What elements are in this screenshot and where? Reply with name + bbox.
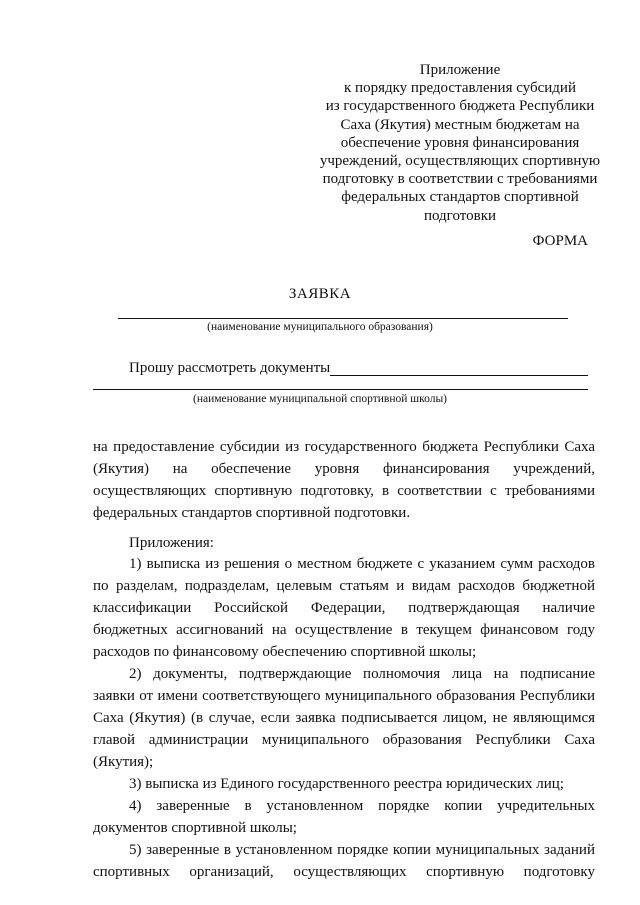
appendix-line: федеральных стандартов спортивной [341, 189, 579, 206]
item-line: документов спортивной школы; [93, 820, 297, 836]
document-title: ЗАЯВКА [288, 286, 352, 302]
appendix-line: из государственного бюджета Республики [325, 98, 595, 115]
intro-line: (Якутия) на обеспечение уровня финансирования учреждений, [93, 461, 595, 477]
item-line: 1) выписка из решения о местном бюджете с указанием сумм расходов [129, 556, 595, 572]
appendix-line: обеспечение уровня финансирования [340, 134, 580, 151]
item-line: бюджетных ассигнований на осуществление в текущем финансовом году [93, 622, 595, 638]
item-line: главой администрации муниципального образования Республики Саха [93, 732, 595, 748]
appendix-line: подготовку в соответствии с требованиями [322, 171, 598, 188]
school-caption: (наименование муниципальной спортивной школы) [192, 393, 448, 405]
request-text: Прошу рассмотреть документы [129, 360, 331, 376]
item-line: (Якутия); [93, 754, 154, 770]
form-label: ФОРМА [532, 233, 588, 249]
appendix-line: Приложение [419, 62, 501, 78]
appendix-line: подготовки [423, 207, 497, 224]
appendix-line: Саха (Якутия) местным бюджетам на [340, 116, 580, 133]
municipality-caption: (наименование муниципального образования) [207, 321, 433, 333]
appendix-line: учреждений, осуществляющих спортивную [319, 153, 601, 170]
municipality-fill-line [118, 318, 568, 319]
item-line: заявки от имени соответствующего муниципального образования Республики [93, 688, 595, 704]
appendix-note [300, 61, 620, 225]
item-line: спортивных организаций, осуществляющих спортивную подготовку [93, 864, 595, 880]
item-line: классификации Российской Федерации, подтверждающая наличие [93, 600, 595, 616]
school-fill-line [93, 389, 588, 390]
item-line: 5) заверенные в установленном порядке копии муниципальных заданий [129, 842, 595, 858]
intro-line: осуществляющих спортивную подготовку, в соответствии с требованиями [93, 483, 595, 499]
appendix-line: к порядку предоставления субсидий [344, 80, 576, 97]
item-line: 4) заверенные в установленном порядке копии учредительных [129, 798, 595, 814]
item-line: 3) выписка из Единого государственного реестра юридических лиц; [129, 776, 564, 792]
intro-line: на предоставление субсидии из государственного бюджета Республики Саха [93, 439, 595, 455]
attachments-heading: Приложения: [129, 535, 214, 551]
intro-line: федеральных стандартов спортивной подготовки. [93, 505, 411, 521]
item-line: расходов по финансовому обеспечению спортивной школы; [93, 644, 477, 660]
item-line: 2) документы, подтверждающие полномочия лица на подписание [129, 666, 595, 682]
documents-fill-line [330, 375, 588, 376]
item-line: Саха (Якутия) (в случае, если заявка подписывается лицом, не являющимся [93, 710, 595, 726]
item-line: по разделам, подразделам, целевым статьям и видам расходов бюджетной [93, 578, 595, 594]
